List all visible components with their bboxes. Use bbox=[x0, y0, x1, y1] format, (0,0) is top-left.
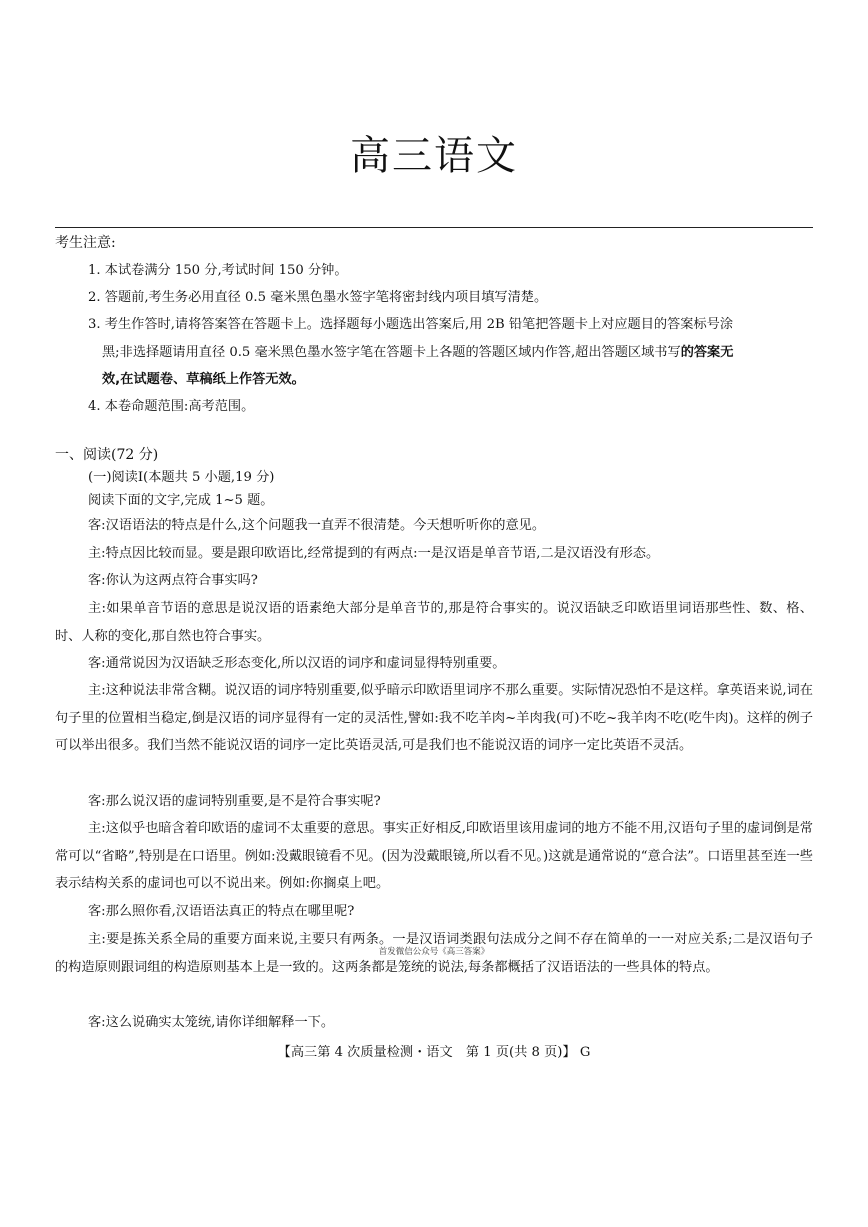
notice-item-3-line-2 bbox=[102, 339, 814, 366]
sub-heading: (一)阅读Ⅰ(本题共 5 小题,19 分) bbox=[88, 470, 275, 485]
notice-item-3-plain: 黑;非选择题请用直径 0.5 毫米黑色墨水签字笔在答题卡上各题的答题区域内作答,超出答题区域书写 bbox=[102, 345, 681, 360]
watermark-text: 首发微信公众号《高三答案》 bbox=[378, 947, 490, 957]
section-heading: 一、阅读(72 分) bbox=[55, 447, 159, 463]
dialogue-11: 客:这么说确实太笼统,请你详细解释一下。 bbox=[88, 1015, 335, 1030]
dialogue-4: 主:如果单音节语的意思是说汉语的语素绝大部分是单音节的,那是符合事实的。说汉语缺乏印欧语里词语那些性、数、格、时、人称的变化,那自然也符合事实。 bbox=[55, 601, 813, 644]
notice-item-3-bold: 的答案无 bbox=[680, 345, 734, 360]
dialogue-8: 主:这似乎也暗含着印欧语的虚词不太重要的意思。事实正好相反,印欧语里该用虚词的地方不能不用,汉语句子里的虚词倒是常常可以“省略”,特别是在口语里。例如:没戴眼镜看不见。(因为没戴眼镜,所以看不见。)这就是通常说的“意合法”。口语里甚至连一些表示结构关系的虚词也可以不说出来。例如:你搁桌上吧。 bbox=[55, 821, 813, 891]
dialogue-3: 客:你认为这两点符合事实吗? bbox=[88, 573, 258, 588]
dialogue-2: 主:特点因比较而显。要是跟印欧语比,经常提到的有两点:一是汉语是单音节语,二是汉语没有形态。 bbox=[88, 546, 660, 561]
dialogue-5: 客:通常说因为汉语缺乏形态变化,所以汉语的词序和虚词显得特别重要。 bbox=[88, 656, 506, 671]
notice-item-3: 3. 考生作答时,请将答案答在答题卡上。选择题每小题选出答案后,用 2B 铅笔把答题卡上对应题目的答案标号涂 bbox=[88, 317, 734, 332]
header-divider bbox=[55, 227, 813, 228]
dialogue-7: 客:那么说汉语的虚词特别重要,是不是符合事实呢? bbox=[88, 794, 381, 809]
page-footer: 【高三第 4 次质量检测・语文 第 1 页(共 8 页)】 G bbox=[277, 1045, 591, 1060]
dialogue-9: 客:那么照你看,汉语语法真正的特点在哪里呢? bbox=[88, 904, 355, 919]
dialogue-6: 主:这种说法非常含糊。说汉语的词序特别重要,似乎暗示印欧语里词序不那么重要。实际情况恐怕不是这样。拿英语来说,词在句子里的位置相当稳定,倒是汉语的词序显得有一定的灵活性,譬如:我不吃羊肉~羊肉我(可)不吃~我羊肉不吃(吃牛肉)。这样的例子可以举出很多。我们当然不能说汉语的词序一定比英语灵活,可是我们也不能说汉语的词序一定比英语不灵活。 bbox=[55, 683, 813, 753]
notice-item-3-line-3: 效,在试题卷、草稿纸上作答无效。 bbox=[102, 372, 305, 387]
notice-item-4: 4. 本卷命题范围:高考范围。 bbox=[88, 399, 255, 414]
notice-heading: 考生注意: bbox=[55, 235, 116, 251]
instruction: 阅读下面的文字,完成 1~5 题。 bbox=[88, 493, 274, 508]
notice-item-2: 2. 答题前,考生务必用直径 0.5 毫米黑色墨水签字笔将密封线内项目填写清楚。 bbox=[88, 290, 548, 305]
notice-item-1: 1. 本试卷满分 150 分,考试时间 150 分钟。 bbox=[88, 263, 348, 278]
dialogue-1: 客:汉语语法的特点是什么,这个问题我一直弄不很清楚。今天想听听你的意见。 bbox=[88, 518, 546, 533]
page-title: 高三语文 bbox=[350, 133, 518, 179]
dialogue-10: 主:要是拣关系全局的重要方面来说,主要只有两条。一是汉语词类跟句法成分之间不存在简单的一一对应关系;二是汉语句子的构造原则跟词组的构造原则基本上是一致的。这两条都是笼统的说法,每条都概括了汉语语法的一些具体的特点。 bbox=[55, 932, 813, 975]
